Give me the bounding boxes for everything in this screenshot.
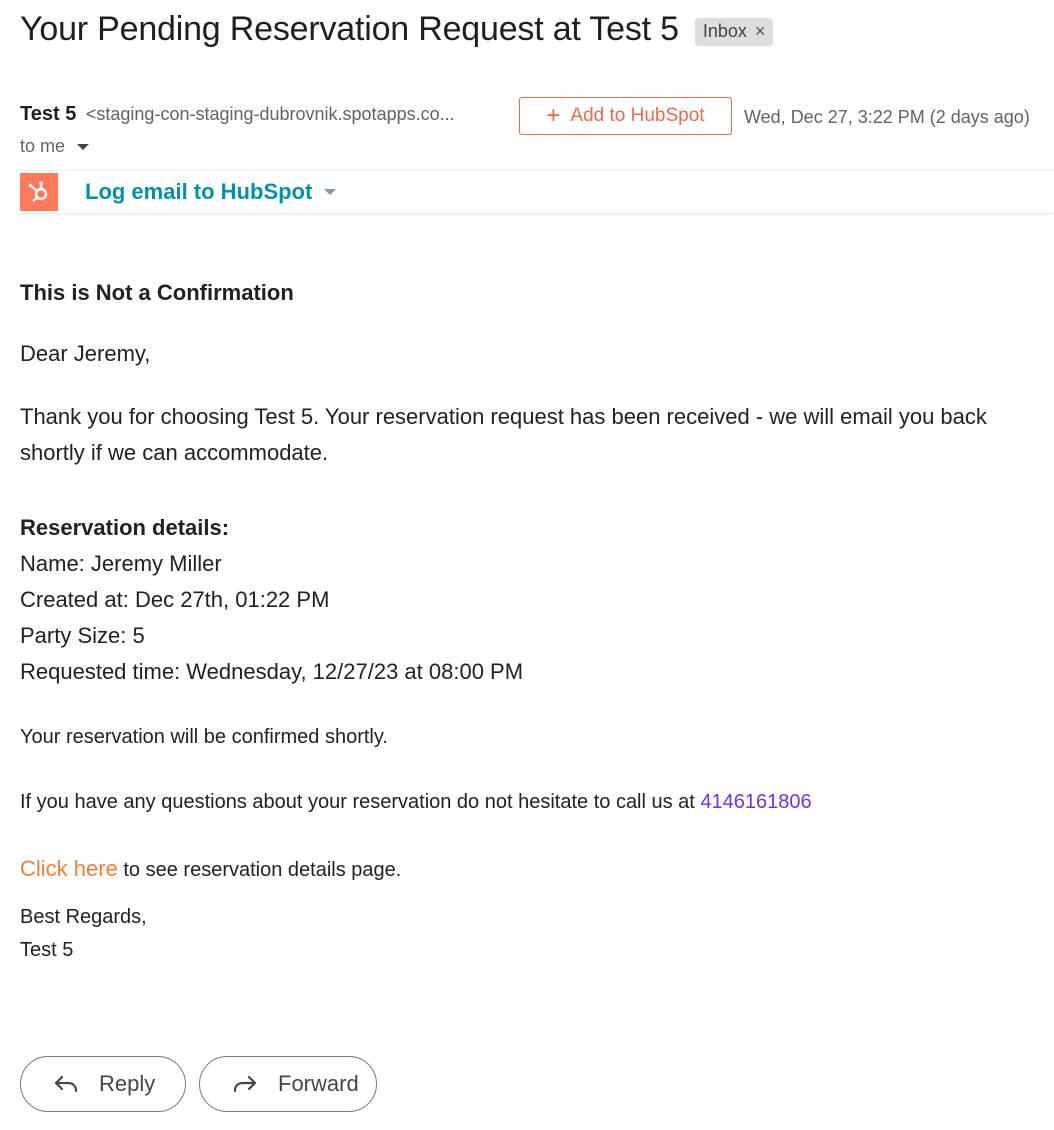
- hubspot-sprocket-icon: [20, 173, 58, 211]
- remove-label-icon[interactable]: ×: [754, 21, 766, 41]
- plus-icon: +: [546, 102, 561, 129]
- forward-arrow-icon: [232, 1073, 258, 1095]
- log-email-to-hubspot-button[interactable]: [85, 179, 336, 205]
- regards-text: Best Regards,: [20, 906, 147, 928]
- email-date: Wed, Dec 27, 3:22 PM (2 days ago): [744, 107, 1030, 127]
- email-subject: Your Pending Reservation Request at Test 5: [20, 10, 679, 48]
- sign-off: [20, 901, 147, 967]
- confirm-note: Your reservation will be confirmed shortly.: [20, 726, 388, 748]
- sender-line: [20, 103, 455, 126]
- phone-link[interactable]: 4146161806: [700, 791, 812, 813]
- recipient-toggle[interactable]: [20, 136, 89, 157]
- detail-created: Created at: Dec 27th, 01:22 PM: [20, 587, 330, 612]
- sender-name[interactable]: Test 5: [20, 103, 77, 125]
- sender-email: <staging-con-staging-dubrovnik.spotapps.co...: [85, 104, 455, 124]
- click-here-rest: to see reservation details page.: [123, 859, 402, 881]
- reply-label: Reply: [99, 1071, 156, 1096]
- click-here-link[interactable]: Click here: [20, 856, 118, 881]
- greeting: Dear Jeremy,: [20, 341, 151, 366]
- reservation-details: [20, 510, 523, 690]
- signature: Test 5: [20, 939, 74, 961]
- detail-name: Name: Jeremy Miller: [20, 551, 222, 576]
- thank-you-paragraph: Thank you for choosing Test 5. Your reservation request has been received - we will email you back shortly if we can accommodate.: [20, 404, 987, 465]
- reply-button[interactable]: [20, 1056, 186, 1112]
- label-name: Inbox: [702, 20, 747, 41]
- add-to-hubspot-button[interactable]: [519, 97, 732, 135]
- detail-requested-time: Requested time: Wednesday, 12/27/23 at 08:00 PM: [20, 659, 524, 684]
- details-heading: Reservation details:: [20, 515, 230, 540]
- forward-label: Forward: [278, 1071, 359, 1096]
- recipient-label: to me: [20, 136, 66, 156]
- questions-text: If you have any questions about your reservation do not hesitate to call us at: [20, 791, 695, 813]
- log-email-label: Log email to HubSpot: [85, 179, 313, 204]
- reply-arrow-icon: [53, 1073, 79, 1095]
- details-link-line: [20, 856, 401, 882]
- detail-party-size: Party Size: 5: [20, 623, 145, 648]
- hubspot-bar: [20, 170, 1054, 214]
- body-heading: This is Not a Confirmation: [20, 280, 294, 305]
- add-to-hubspot-label: Add to HubSpot: [570, 105, 705, 126]
- forward-button[interactable]: [199, 1056, 377, 1112]
- questions-line: [20, 791, 812, 814]
- email-header: [20, 10, 773, 49]
- chevron-down-icon: [324, 189, 336, 195]
- inbox-label-chip[interactable]: [695, 18, 774, 46]
- chevron-down-icon: [77, 144, 89, 150]
